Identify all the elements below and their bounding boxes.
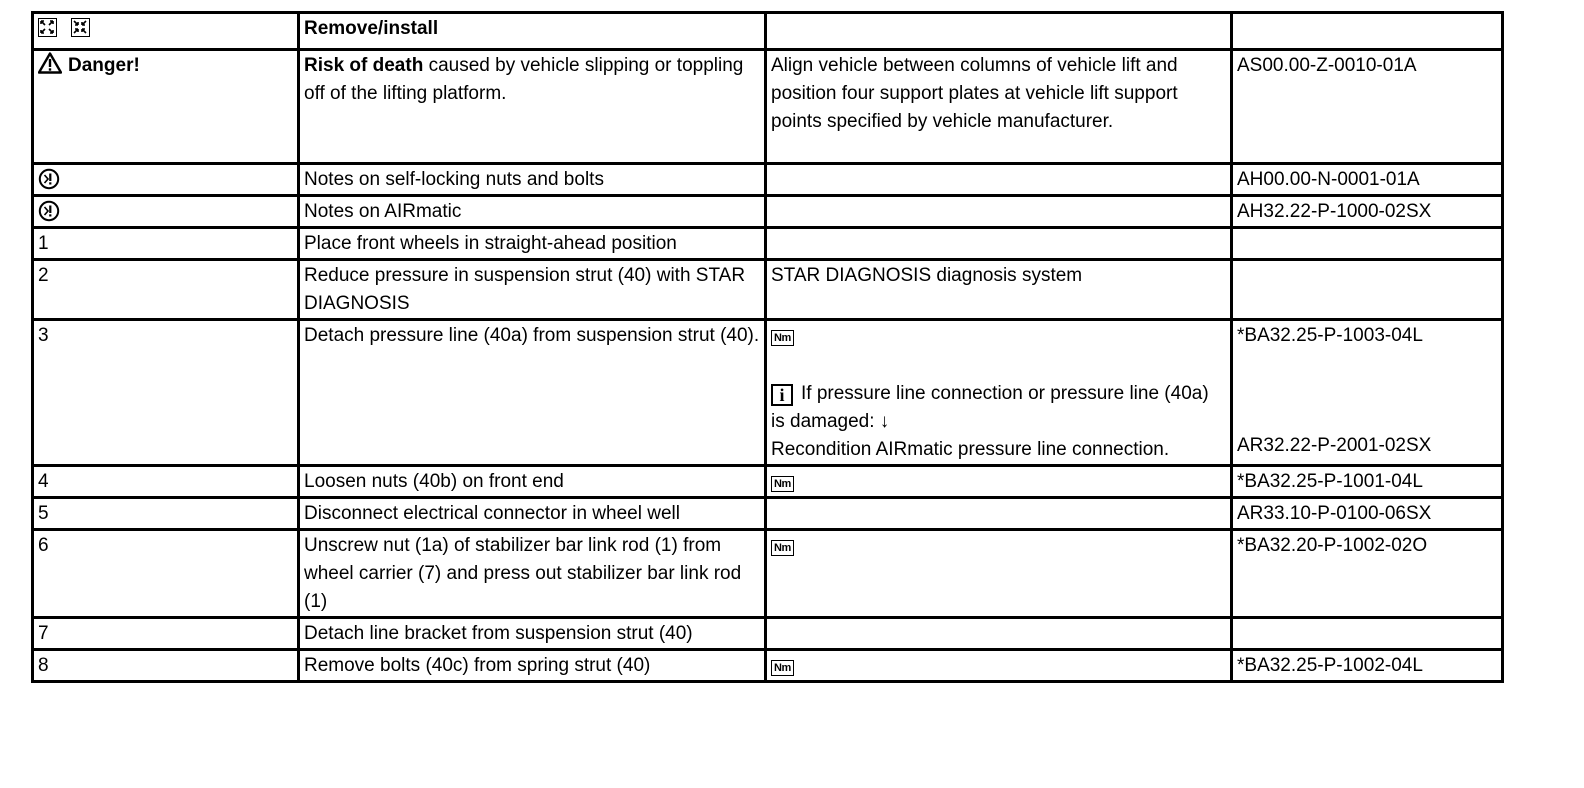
torque-nm-icon[interactable]: Nm: [771, 660, 794, 676]
note-ref-link[interactable]: AH00.00-N-0001-01A: [1232, 164, 1503, 196]
procedure-table: [31, 11, 1504, 683]
torque-nm-icon[interactable]: Nm: [771, 330, 794, 346]
view-controls-cell: [33, 13, 299, 50]
danger-risk-cell: [299, 50, 766, 164]
step-number: 5: [33, 498, 299, 530]
info-action: Recondition AIRmatic pressure line connection.: [771, 439, 1170, 460]
danger-row: [33, 50, 1503, 164]
step-number: 7: [33, 618, 299, 650]
step-row: [33, 466, 1503, 498]
step-number: 1: [33, 228, 299, 260]
expand-icon[interactable]: [38, 18, 57, 37]
empty-cell: [766, 498, 1232, 530]
step-row: [33, 650, 1503, 682]
step-ref-cell: [1232, 320, 1503, 466]
header-empty-cell: [766, 13, 1232, 50]
step-ref-link[interactable]: AR33.10-P-0100-06SX: [1232, 498, 1503, 530]
note-text: Notes on AIRmatic: [299, 196, 766, 228]
step-tool: STAR DIAGNOSIS diagnosis system: [766, 260, 1232, 320]
step-number: 3: [33, 320, 299, 466]
note-ref-link[interactable]: AH32.22-P-1000-02SX: [1232, 196, 1503, 228]
danger-measure: Align vehicle between columns of vehicle lift and position four support plates at vehicle lift support points specified by vehicle manufacturer.: [766, 50, 1232, 164]
step-ref-link[interactable]: *BA32.25-P-1001-04L: [1232, 466, 1503, 498]
torque-nm-icon[interactable]: Nm: [771, 476, 794, 492]
step-ref-link[interactable]: *BA32.20-P-1002-02O: [1232, 530, 1503, 618]
danger-label-cell: [33, 50, 299, 164]
header-empty-cell: [1232, 13, 1503, 50]
step-text: Detach pressure line (40a) from suspension strut (40).: [299, 320, 766, 466]
step-number: 6: [33, 530, 299, 618]
step-ref-link[interactable]: *BA32.25-P-1002-04L: [1232, 650, 1503, 682]
step-row: [33, 498, 1503, 530]
step-row: [33, 260, 1503, 320]
step-number: 2: [33, 260, 299, 320]
collapse-icon[interactable]: [71, 18, 90, 37]
note-row: [33, 196, 1503, 228]
warning-triangle-icon: [38, 52, 62, 74]
empty-cell: [1232, 260, 1503, 320]
torque-nm-icon[interactable]: Nm: [771, 540, 794, 556]
step-row: [33, 618, 1503, 650]
danger-label: Danger!: [68, 55, 140, 76]
step-number: 8: [33, 650, 299, 682]
note-row: [33, 164, 1503, 196]
arrow-down-icon: ↓: [879, 411, 890, 432]
step-text: Unscrew nut (1a) of stabilizer bar link rod (1) from wheel carrier (7) and press out stabilizer bar link rod (1): [299, 530, 766, 618]
step-row: [33, 530, 1503, 618]
step-text: Reduce pressure in suspension strut (40) with STAR DIAGNOSIS: [299, 260, 766, 320]
step-text: Loosen nuts (40b) on front end: [299, 466, 766, 498]
note-icon-cell: [33, 196, 299, 228]
empty-cell: [766, 228, 1232, 260]
empty-cell: [766, 164, 1232, 196]
step-text: Detach line bracket from suspension strut (40): [299, 618, 766, 650]
risk-bold-text: Risk of death: [304, 55, 424, 76]
step-tool-cell: [766, 320, 1232, 466]
info-text: If pressure line connection or pressure line (40a) is damaged:: [771, 383, 1209, 432]
header-row: [33, 13, 1503, 50]
note-text: Notes on self-locking nuts and bolts: [299, 164, 766, 196]
step-text: Remove bolts (40c) from spring strut (40): [299, 650, 766, 682]
note-icon: [38, 168, 60, 190]
step-number: 4: [33, 466, 299, 498]
step-row: [33, 320, 1503, 466]
page-title: Remove/install: [299, 13, 766, 50]
step-tool-cell: [766, 530, 1232, 618]
step-tool-cell: [766, 650, 1232, 682]
empty-cell: [766, 196, 1232, 228]
step-ref-link[interactable]: *BA32.25-P-1003-04L: [1237, 325, 1423, 346]
note-icon-cell: [33, 164, 299, 196]
empty-cell: [766, 618, 1232, 650]
risk-text: caused by vehicle slipping or toppling off of the lifting platform.: [304, 55, 744, 104]
step-row: [33, 228, 1503, 260]
info-icon: i: [771, 384, 793, 406]
empty-cell: [1232, 618, 1503, 650]
step-text: Disconnect electrical connector in wheel well: [299, 498, 766, 530]
step-text: Place front wheels in straight-ahead position: [299, 228, 766, 260]
step-ref-link[interactable]: AR32.22-P-2001-02SX: [1237, 435, 1432, 456]
note-icon: [38, 200, 60, 222]
empty-cell: [1232, 228, 1503, 260]
step-tool-cell: [766, 466, 1232, 498]
danger-ref-link[interactable]: AS00.00-Z-0010-01A: [1232, 50, 1503, 164]
